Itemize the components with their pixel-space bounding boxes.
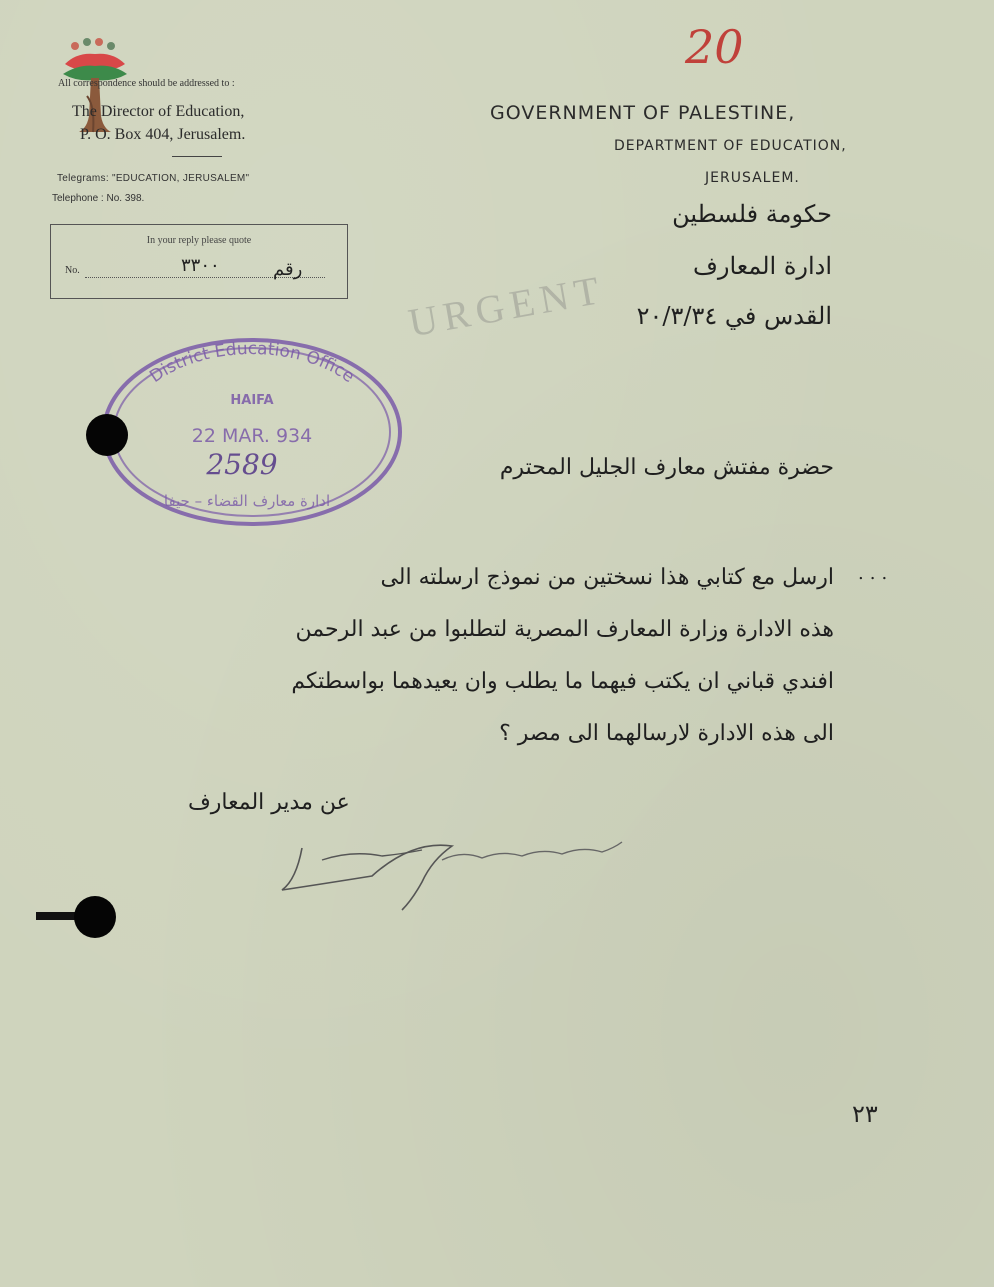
ellipsis-marker: ... (858, 563, 894, 584)
reply-reference-box (50, 224, 348, 299)
stamp-office-text: District Education Office (146, 338, 358, 388)
urgent-stamp: URGENT (405, 266, 609, 346)
reply-label: In your reply please quote (146, 235, 252, 246)
department-title: DEPARTMENT OF EDUCATION, (614, 138, 847, 154)
body-line: الى هذه الادارة لارسالهما الى مصر ؟ (499, 721, 834, 746)
reply-raqm-label: رقم (273, 259, 303, 280)
divider (172, 156, 222, 157)
addressee-line: حضرة مفتش معارف الجليل المحترم (499, 455, 834, 480)
city-title: JERUSALEM. (705, 170, 800, 186)
stamp-date-text: 22 MAR. 934 (191, 425, 313, 447)
sender-line: عن مدير المعارف (188, 790, 350, 815)
telegrams-line: Telegrams: "EDUCATION, JERUSALEM" (57, 173, 250, 184)
stamp-arabic-text: ادارة معارف القضاء – حيفا (163, 492, 331, 510)
arabic-government-title: حكومة فلسطين (672, 200, 832, 228)
handwritten-number: 20 (685, 20, 744, 74)
punch-hole-top (86, 414, 128, 456)
arabic-date-line: القدس في ٢٠/٣/٣٤ (636, 302, 832, 330)
letter-body (134, 552, 834, 760)
svg-text:District Education Office (146, 339, 358, 387)
reply-number: ٣٣٠٠ (181, 255, 220, 276)
stamp-city-text: HAIFA (230, 393, 274, 408)
reply-no-label: No. (65, 265, 80, 276)
stamp-ref-text: 2589 (206, 448, 278, 481)
body-line: هذه الادارة وزارة المعارف المصرية لتطلبوا من عبد الرحمن (295, 617, 834, 642)
director-address-line2: P. O. Box 404, Jerusalem. (80, 126, 246, 143)
district-office-stamp (97, 334, 407, 530)
correspondence-note: All correspondence should be addressed to : (58, 78, 235, 89)
director-address-line1: The Director of Education, (72, 103, 245, 120)
government-title: GOVERNMENT OF PALESTINE, (490, 102, 796, 124)
page-number: ٢٣ (852, 1100, 878, 1128)
punch-hole-bottom (74, 896, 116, 938)
body-line: ارسل مع كتابي هذا نسختين من نموذج ارسلته الى (380, 565, 834, 590)
handwritten-signature (262, 820, 632, 916)
body-line: افندي قباني ان يكتب فيهما ما يطلب وان يعيدهما بواسطتكم (291, 669, 834, 694)
telephone-line: Telephone : No. 398. (52, 193, 145, 204)
arabic-department-title: ادارة المعارف (692, 252, 832, 280)
